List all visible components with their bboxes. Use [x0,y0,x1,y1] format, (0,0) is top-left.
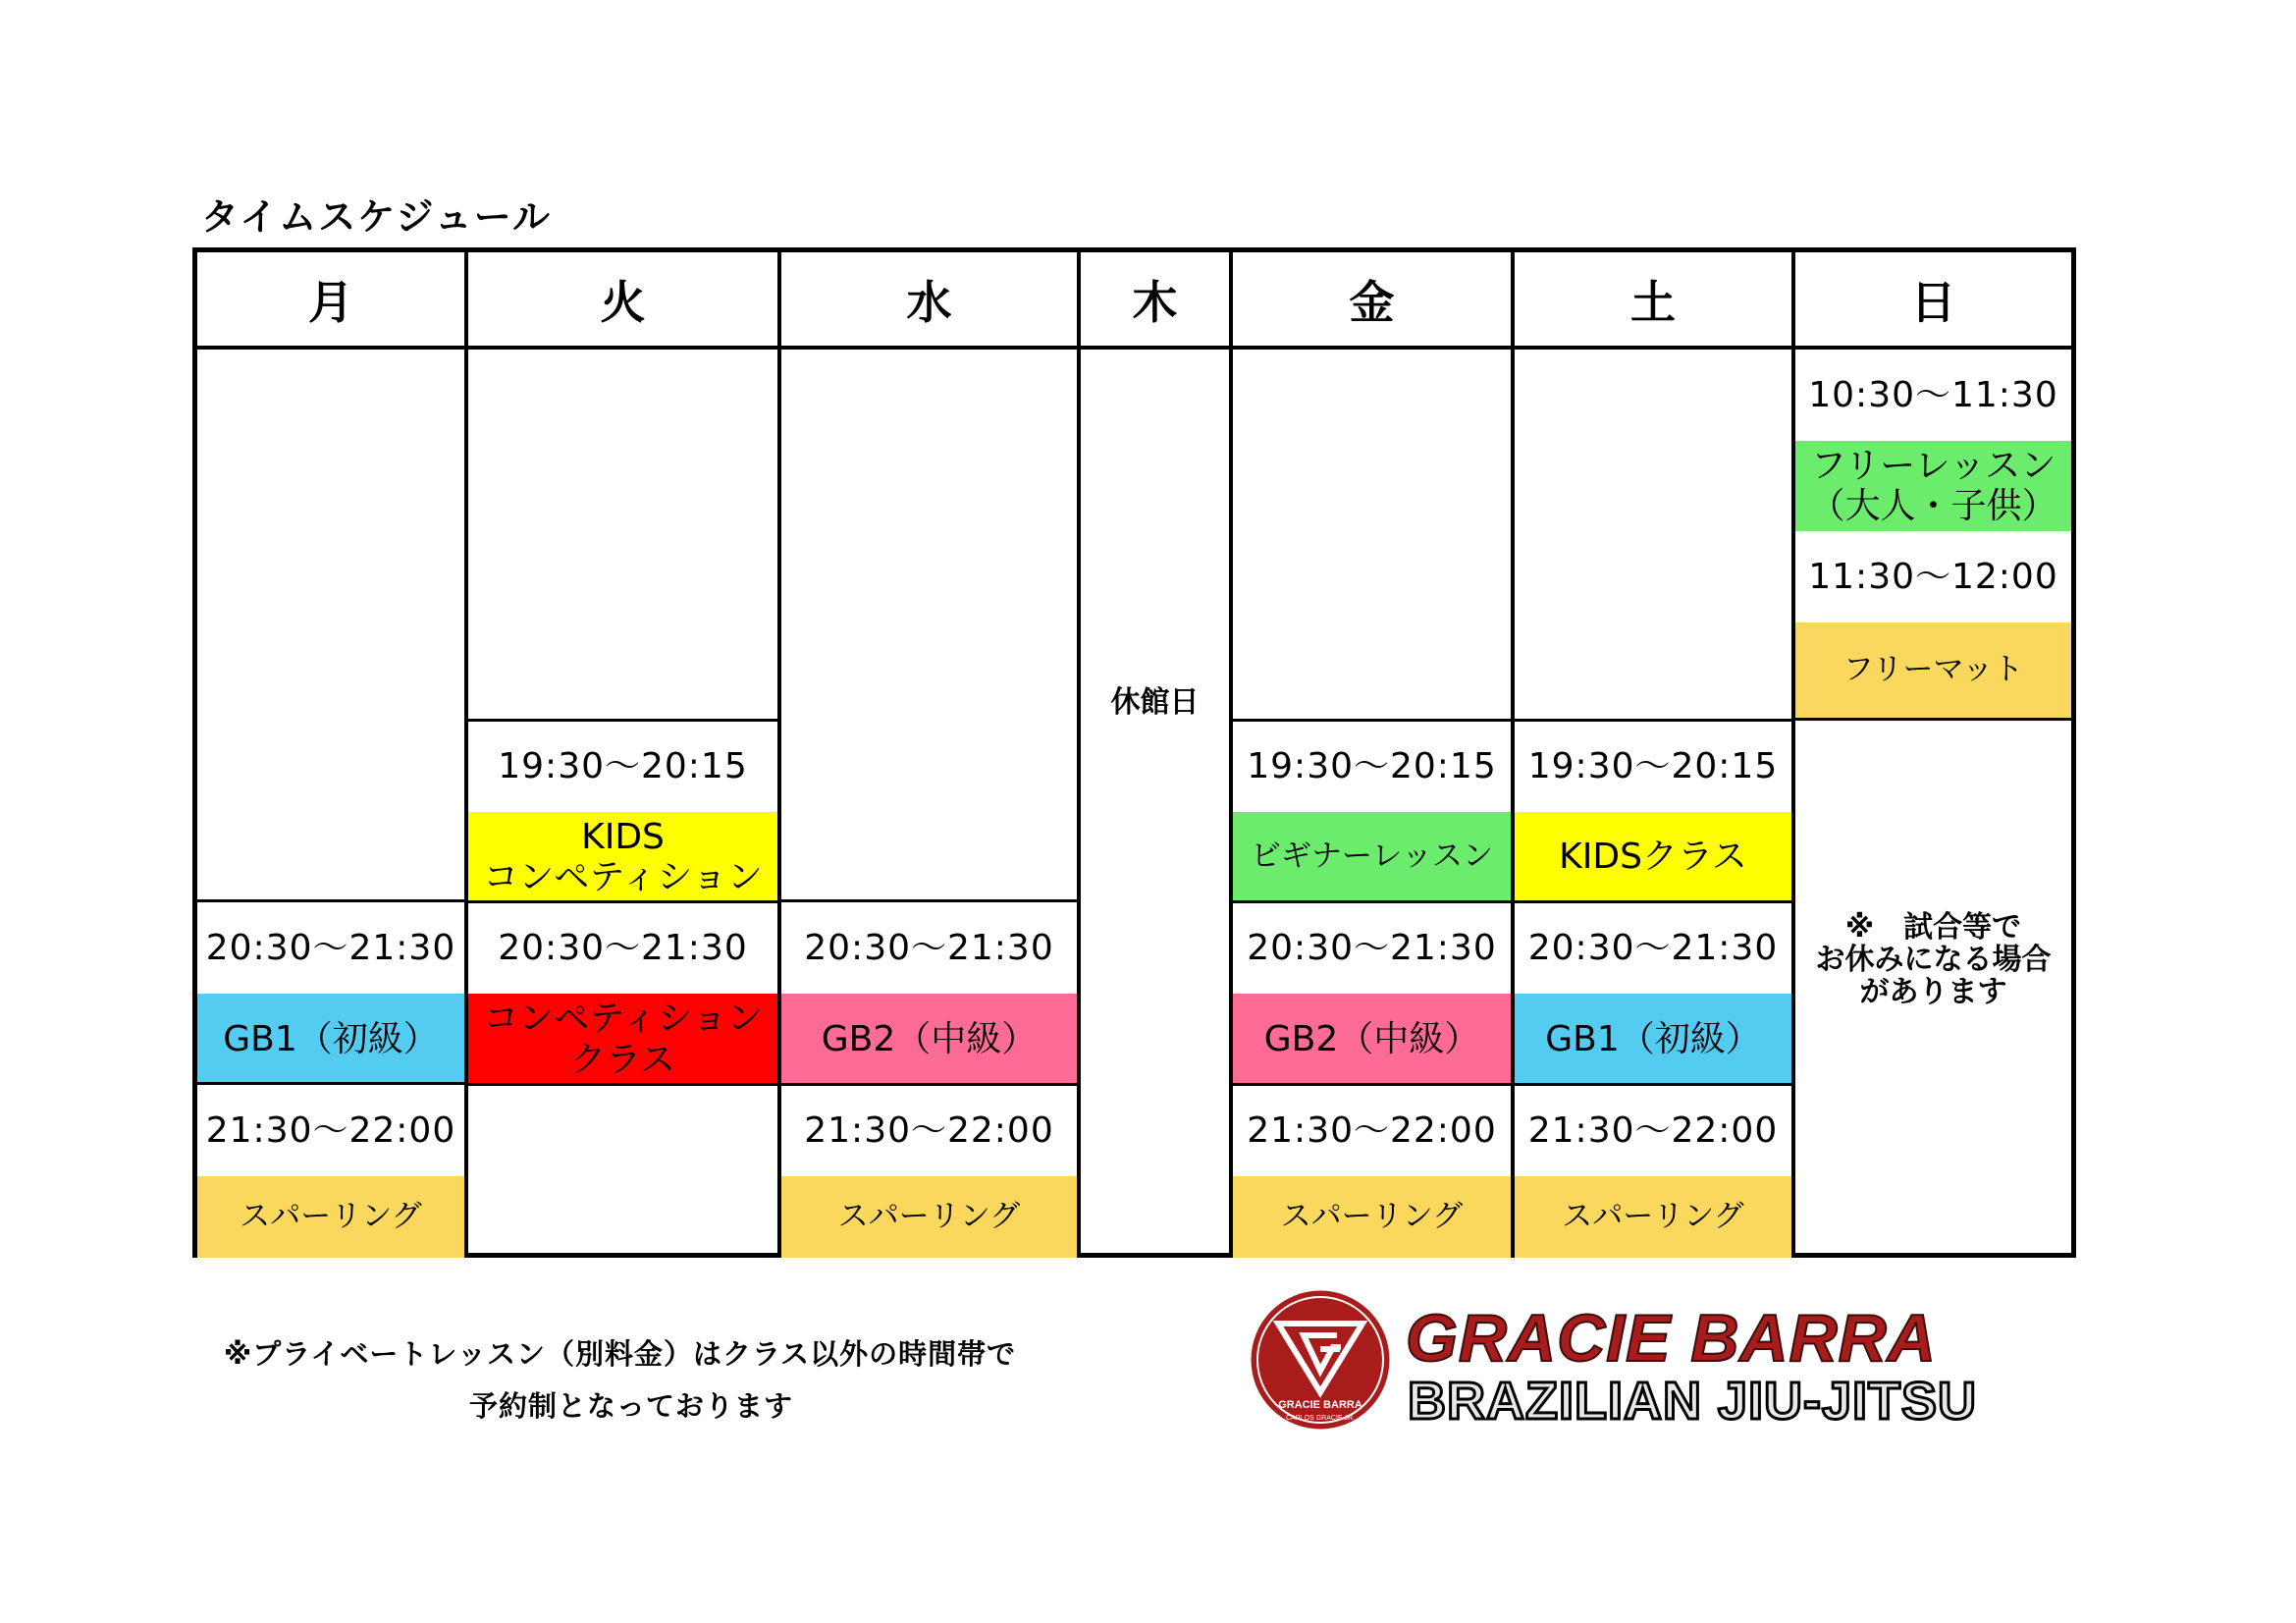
tue-class-2-line1: コンペティション [483,999,763,1040]
row-divider [781,899,1077,902]
fri-class-3: スパーリング [1233,1176,1511,1258]
day-header-sun: 日 [1910,275,1956,329]
row-divider [781,1083,1077,1086]
row-divider [197,1082,464,1085]
tue-class-2 [468,994,777,1085]
row-divider [468,719,777,722]
mon-time-2: 21:30〜22:00 [205,1109,456,1151]
row-divider [197,899,464,902]
day-header-sat: 土 [1630,275,1676,329]
row-divider [1515,1083,1791,1086]
column-divider [777,252,781,1253]
page-title: タイムスケジュール [201,195,552,239]
thu-closed-label: 休館日 [1110,684,1200,720]
emblem-text: GRACIE BARRA [1278,1399,1362,1411]
row-divider [1233,719,1511,722]
mon-class-1: GB1（初級） [197,994,464,1085]
day-header-wed: 水 [906,275,952,329]
sat-class-3: スパーリング [1515,1176,1791,1258]
day-header-thu: 木 [1132,275,1178,329]
sat-time-1: 19:30〜20:15 [1527,745,1779,786]
row-divider [468,1083,777,1086]
sun-note: ※ 試合等で お休みになる場合 があります [1815,910,2052,1009]
sun-time-2: 11:30〜12:00 [1808,556,2058,597]
wed-class-1: GB2（中級） [781,994,1077,1085]
sun-time-1: 10:30〜11:30 [1808,374,2058,415]
schedule-table [192,247,2076,1258]
fri-time-3: 21:30〜22:00 [1247,1109,1497,1151]
sun-class-1 [1795,441,2071,531]
tue-class-1 [468,812,777,902]
column-divider [1077,252,1081,1253]
column-divider [1511,252,1515,1253]
gracie-barra-emblem-icon [1247,1286,1394,1434]
footnote-line-2: 予約制となっております [469,1389,794,1423]
header-divider [197,346,2071,350]
logo-tagline: BRAZILIAN JIU-JITSU [1408,1372,1978,1431]
row-divider [1795,718,2071,721]
row-divider [1515,719,1791,722]
sat-time-3: 21:30〜22:00 [1527,1109,1779,1151]
fri-class-1: ビギナーレッスン [1233,812,1511,902]
sun-class-2: フリーマット [1795,622,2071,718]
sat-class-2: GB1（初級） [1515,994,1791,1085]
wed-class-2: スパーリング [781,1176,1077,1258]
day-header-fri: 金 [1349,275,1395,329]
tue-time-2: 20:30〜21:30 [498,927,748,968]
tue-class-1-line1: KIDS [581,816,665,857]
wed-time-1: 20:30〜21:30 [804,927,1054,968]
row-divider [1233,900,1511,903]
tue-class-2-line2: クラス [570,1039,675,1080]
column-divider [464,252,468,1253]
column-divider [1229,252,1233,1253]
logo-name: GRACIE BARRA [1406,1301,1937,1376]
column-divider [1791,252,1795,1253]
tue-time-1: 19:30〜20:15 [498,745,748,786]
sat-time-2: 20:30〜21:30 [1527,927,1779,968]
sat-class-1: KIDSクラス [1515,812,1791,902]
sun-class-1-line2: （大人・子供） [1809,486,2057,526]
row-divider [1515,900,1791,903]
row-divider [1233,1083,1511,1086]
mon-time-1: 20:30〜21:30 [205,927,456,968]
fri-time-1: 19:30〜20:15 [1247,745,1497,786]
day-header-tue: 火 [600,275,646,329]
sun-class-1-line1: フリーレッスン [1810,445,2056,486]
day-header-mon: 月 [308,275,353,329]
row-divider [468,900,777,903]
emblem-subtext: CARLOS GRACIE JR. [1285,1415,1356,1422]
fri-class-2: GB2（中級） [1233,994,1511,1085]
wed-time-2: 21:30〜22:00 [804,1109,1054,1151]
gracie-barra-logo [1239,1272,1985,1449]
tue-class-1-line2: コンペティション [483,857,763,897]
footnote-line-1: ※プライベートレッスン（別料金）はクラス以外の時間帯で [224,1337,1017,1371]
fri-time-2: 20:30〜21:30 [1247,927,1497,968]
mon-class-2: スパーリング [197,1176,464,1258]
